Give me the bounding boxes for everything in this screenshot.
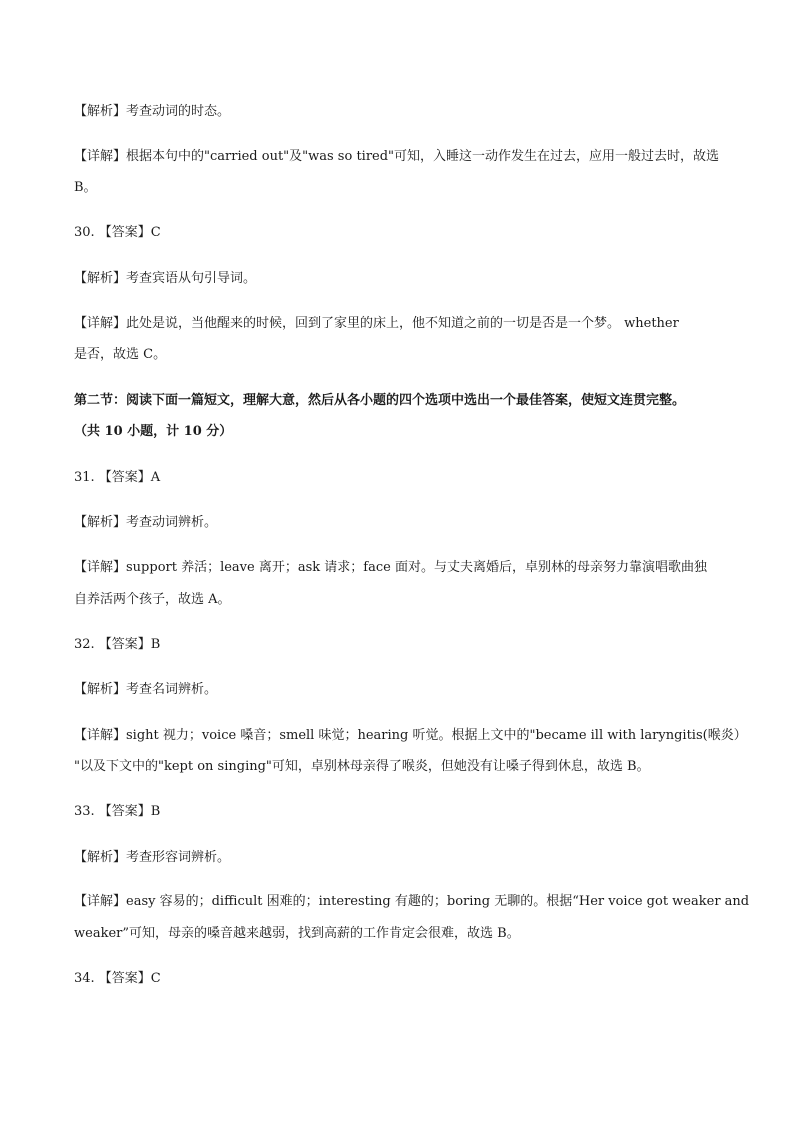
- answer-33: 33. 【答案】B: [74, 804, 161, 819]
- answer-32: 32. 【答案】B: [74, 637, 161, 652]
- answer-34: 34. 【答案】C: [74, 971, 161, 986]
- analysis-31: 【解析】考查动词辨析。: [74, 515, 218, 530]
- detail-33-line2: weaker”可知，母亲的嗓音越来越弱，找到高薪的工作肯定会很难，故选 B。: [74, 926, 520, 941]
- analysis-29: 【解析】考查动词的时态。: [74, 104, 231, 119]
- section-heading-line2: （共 10 小题，计 10 分）: [74, 424, 233, 439]
- detail-29-line1: 【详解】根据本句中的"carried out"及"was so tired"可知，入睡这一动作发生在过去，应用一般过去时，故选: [74, 149, 720, 164]
- answer-31: 31. 【答案】A: [74, 470, 161, 485]
- detail-32-line1: 【详解】sight 视力；voice 嗓音；smell 味觉；hearing 听觉。根据上文中的"became ill with laryngitis(喉炎）: [74, 728, 747, 743]
- answer-30: 30. 【答案】C: [74, 225, 161, 240]
- section-heading-line1: 第二节：阅读下面一篇短文，理解大意，然后从各小题的四个选项中选出一个最佳答案，使短文连贯完整。: [74, 393, 686, 408]
- analysis-32: 【解析】考查名词辨析。: [74, 682, 218, 697]
- detail-29-line2: B。: [74, 180, 97, 195]
- analysis-33: 【解析】考查形容词辨析。: [74, 850, 231, 865]
- detail-32-line2: "以及下文中的"kept on singing"可知，卓别林母亲得了喉炎，但她没有让嗓子得到休息，故选 B。: [74, 759, 650, 774]
- detail-31-line1: 【详解】support 养活；leave 离开；ask 请求；face 面对。与丈夫离婚后，卓别林的母亲努力靠演唱歌曲独: [74, 560, 707, 575]
- detail-30-line1: 【详解】此处是说，当他醒来的时候，回到了家里的床上，他不知道之前的一切是否是一个梦。 whether: [74, 316, 679, 331]
- analysis-30: 【解析】考查宾语从句引导词。: [74, 271, 257, 286]
- detail-31-line2: 自养活两个孩子，故选 A。: [74, 592, 231, 607]
- detail-33-line1: 【详解】easy 容易的；difficult 困难的；interesting 有趣的；boring 无聊的。根据“Her voice got weaker and: [74, 894, 750, 909]
- detail-30-line2: 是否，故选 C。: [74, 347, 167, 362]
